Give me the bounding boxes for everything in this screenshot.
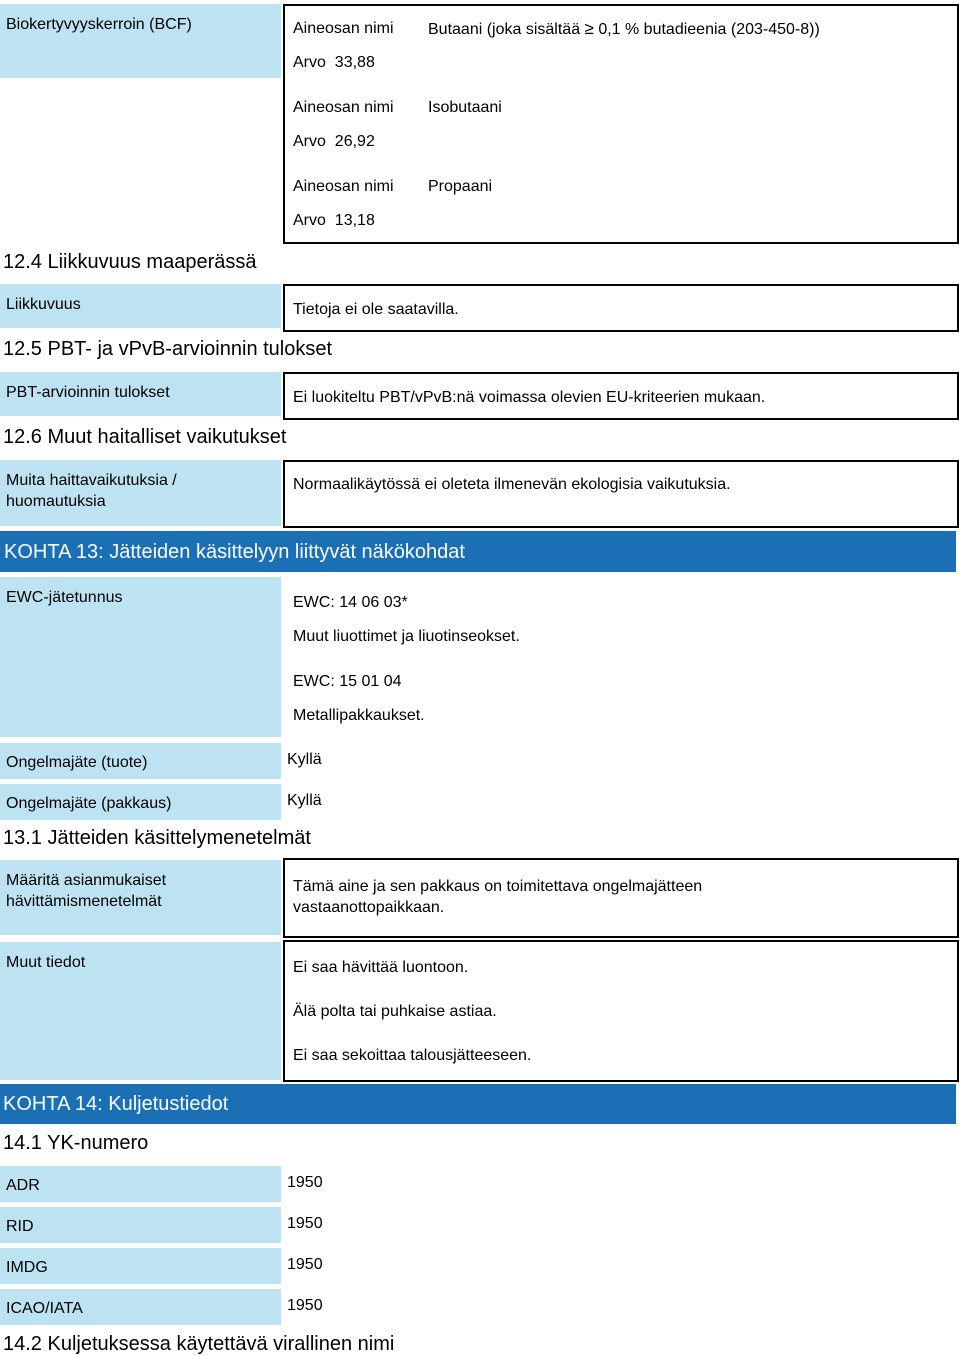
section-13-1-heading: 13.1 Jätteiden käsittelymenetelmät [3,827,311,849]
muut-tiedot-line-3: Ei saa sekoittaa talousjätteeseen. [293,1047,532,1064]
kohta-14-title: KOHTA 14: Kuljetustiedot [0,1084,956,1124]
un-row-adr-label: ADR [0,1166,281,1202]
ongelmajate-pakkaus-label: Ongelmajäte (pakkaus) [0,784,281,820]
ewc-desc-1: Muut liuottimet ja liuotinseokset. [293,628,520,645]
ongelmajate-pakkaus-value: Kyllä [287,792,322,809]
ewc-code-1: EWC: 14 06 03* [293,594,408,611]
section-12-6-heading: 12.6 Muut haitalliset vaikutukset [3,426,287,448]
menetelmat-value-2: vastaanottopaikkaan. [293,899,445,916]
section-14-1-heading: 14.1 YK-numero [3,1132,149,1154]
bcf-name-value-1: Butaani (joka sisältää ≥ 0,1 % butadieenia (203-450-8)) [428,19,820,38]
liikkuvuus-label: Liikkuvuus [0,284,281,328]
bcf-name-label-1: Aineosan nimi [293,20,394,37]
un-row-icao-value: 1950 [287,1297,323,1314]
bcf-label: Biokertyvyyskerroin (BCF) [0,4,281,78]
liikkuvuus-value: Tietoja ei ole saatavilla. [293,301,459,318]
muut-tiedot-label: Muut tiedot [0,942,281,1080]
bcf-value-2: Arvo 26,92 [293,133,375,150]
menetelmat-value-1: Tämä aine ja sen pakkaus on toimitettava ongelmajätteen [293,878,703,895]
bcf-value-box [283,4,959,244]
un-row-imdg-label: IMDG [0,1248,281,1284]
section-14-2-heading: 14.2 Kuljetuksessa käytettävä virallinen nimi [3,1333,395,1355]
section-12-5-heading: 12.5 PBT- ja vPvB-arvioinnin tulokset [3,338,333,360]
section-12-4-heading: 12.4 Liikkuvuus maaperässä [3,251,257,273]
bcf-name-value-2: Isobutaani [428,99,502,116]
ewc-desc-2: Metallipakkaukset. [293,707,425,724]
un-row-adr-value: 1950 [287,1174,323,1191]
pbt-value: Ei luokiteltu PBT/vPvB:nä voimassa olevien EU-kriteerien mukaan. [293,389,766,406]
bcf-value-3: Arvo 13,18 [293,212,375,229]
kohta-13-title: KOHTA 13: Jätteiden käsittelyyn liittyvät näkökohdat [0,531,956,572]
ewc-label: EWC-jätetunnus [0,577,281,737]
menetelmat-label: Määritä asianmukaiset hävittämismenetelmät [0,860,281,935]
bcf-name-label-3: Aineosan nimi [293,178,394,195]
un-row-rid-label: RID [0,1207,281,1243]
un-row-imdg-value: 1950 [287,1256,323,1273]
muut-tiedot-line-2: Älä polta tai puhkaise astiaa. [293,1003,497,1020]
ewc-code-2: EWC: 15 01 04 [293,673,402,690]
un-row-rid-value: 1950 [287,1215,323,1232]
haittavaikutukset-label: Muita haittavaikutuksia / huomautuksia [0,460,281,526]
bcf-name-label-2: Aineosan nimi [293,99,394,116]
bcf-value-1: Arvo 33,88 [293,54,375,71]
pbt-label: PBT-arvioinnin tulokset [0,372,281,416]
ongelmajate-tuote-value: Kyllä [287,751,322,768]
haittavaikutukset-value: Normaalikäytössä ei oleteta ilmenevän ekologisia vaikutuksia. [293,476,731,493]
un-row-icao-label: ICAO/IATA [0,1289,281,1325]
greater-equal-symbol: ≥ [584,19,594,38]
ongelmajate-tuote-label: Ongelmajäte (tuote) [0,743,281,779]
bcf-name-value-3: Propaani [428,178,493,195]
muut-tiedot-line-1: Ei saa hävittää luontoon. [293,959,469,976]
